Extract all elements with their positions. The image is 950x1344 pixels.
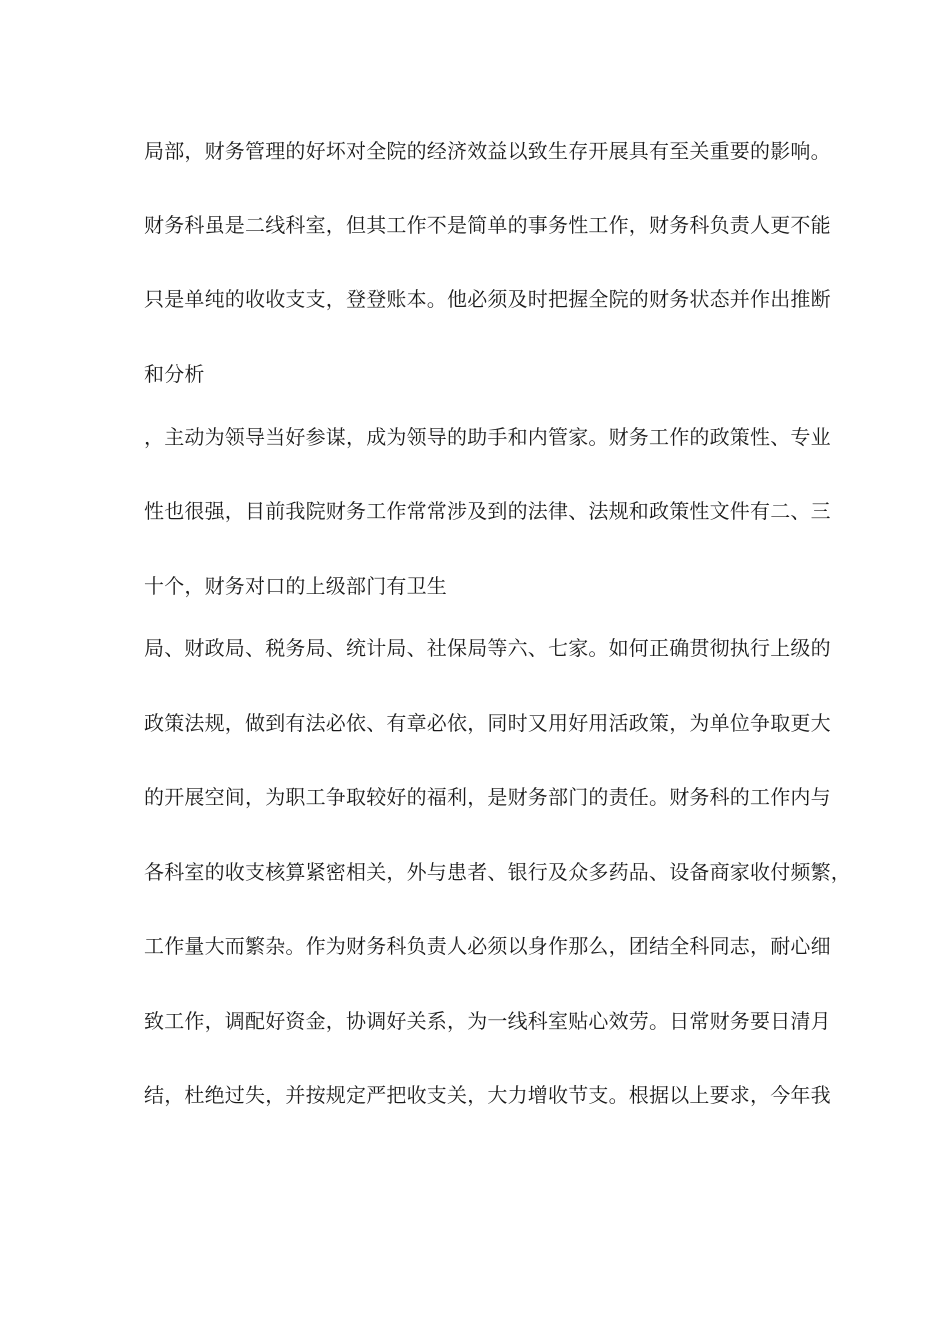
text-line: 性也很强，目前我院财务工作常常涉及到的法律、法规和政策性文件有二、三 (144, 499, 831, 523)
text-line: 只是单纯的收收支支，登登账本。他必须及时把握全院的财务状态并作出推断 (144, 287, 831, 311)
text-line: ，主动为领导当好参谋，成为领导的助手和内管家。财务工作的政策性、专业 (144, 425, 831, 449)
text-line: 工作量大而繁杂。作为财务科负责人必须以身作那么，团结全科同志，耐心细 (144, 934, 831, 958)
text-line: 的开展空间，为职工争取较好的福利，是财务部门的责任。财务科的工作内与 (144, 785, 831, 809)
text-line: 各科室的收支核算紧密相关，外与患者、银行及众多药品、设备商家收付频繁， (144, 860, 851, 884)
text-line: 财务科虽是二线科室，但其工作不是简单的事务性工作，财务科负责人更不能 (144, 213, 831, 237)
text-line: 十个，财务对口的上级部门有卫生 (144, 574, 447, 598)
text-line: 局、财政局、税务局、统计局、社保局等六、七家。如何正确贯彻执行上级的 (144, 636, 831, 660)
text-line: 和分析 (144, 362, 205, 386)
text-line: 结，杜绝过失，并按规定严把收支关，大力增收节支。根据以上要求，今年我 (144, 1083, 831, 1107)
text-line: 政策法规，做到有法必依、有章必依，同时又用好用活政策，为单位争取更大 (144, 711, 831, 735)
text-line: 局部，财务管理的好坏对全院的经济效益以致生存开展具有至关重要的影响。 (144, 139, 831, 163)
text-line: 致工作，调配好资金，协调好关系，为一线科室贴心效劳。日常财务要日清月 (144, 1009, 831, 1033)
